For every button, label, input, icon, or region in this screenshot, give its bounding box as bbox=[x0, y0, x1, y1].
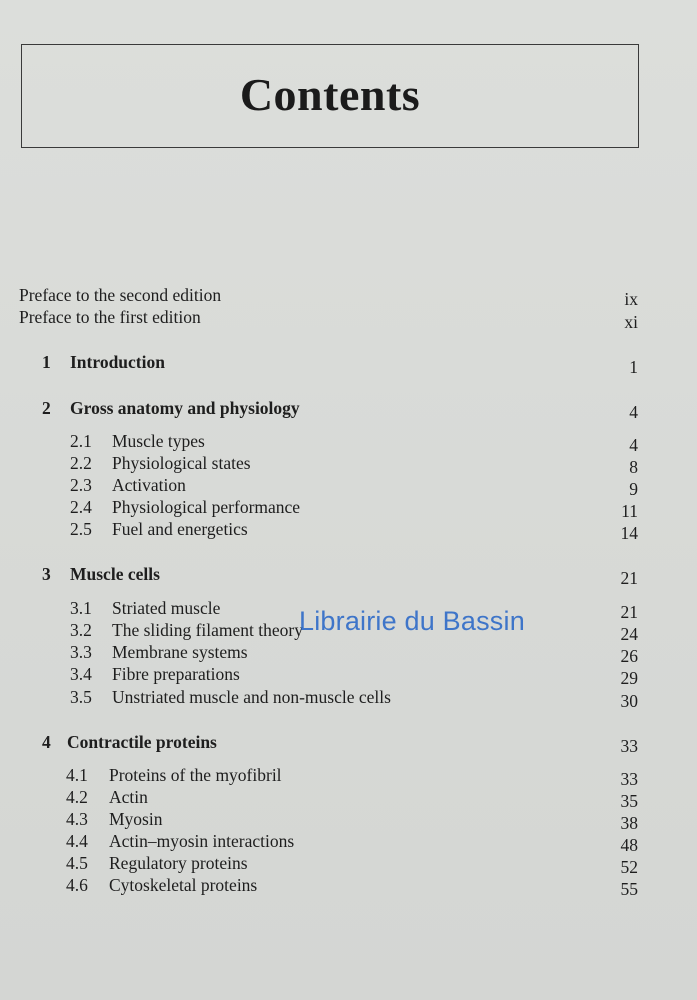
toc-page-number: 8 bbox=[629, 457, 638, 477]
section-number: 4.5 bbox=[66, 853, 88, 873]
toc-page-number: xi bbox=[624, 312, 638, 332]
section-number: 4.3 bbox=[66, 809, 88, 829]
chapter-number: 1 bbox=[42, 352, 51, 372]
section-title: Physiological performance bbox=[112, 497, 301, 517]
toc-page-number: 29 bbox=[620, 668, 638, 688]
toc-page-number: 38 bbox=[620, 813, 638, 833]
section-number: 3.3 bbox=[70, 642, 92, 662]
toc-page-number: 48 bbox=[620, 835, 638, 855]
section-title: Physiological states bbox=[112, 453, 251, 473]
section-title: Membrane systems bbox=[112, 642, 248, 662]
toc-page-number: ix bbox=[624, 289, 638, 309]
chapter-number: 3 bbox=[42, 564, 51, 584]
section-number: 3.1 bbox=[70, 598, 92, 618]
section-title: Cytoskeletal proteins bbox=[109, 875, 258, 895]
toc-page-number: 33 bbox=[620, 736, 638, 756]
section-number: 3.5 bbox=[70, 687, 92, 707]
watermark-text: Librairie du Bassin bbox=[299, 606, 525, 636]
section-title: Fuel and energetics bbox=[112, 519, 248, 539]
section-number: 3.4 bbox=[70, 664, 92, 684]
toc-page-number: 4 bbox=[629, 435, 638, 455]
chapter-title: Muscle cells bbox=[70, 564, 160, 584]
section-title: Unstriated muscle and non-muscle cells bbox=[112, 687, 391, 707]
toc-page-number: 24 bbox=[620, 624, 638, 644]
show-through-text bbox=[360, 0, 364, 18]
section-number: 2.1 bbox=[70, 431, 92, 451]
toc-page-number: 4 bbox=[629, 402, 638, 422]
section-number: 4.2 bbox=[66, 787, 88, 807]
chapter-number: 4 bbox=[42, 732, 51, 752]
section-title: Fibre preparations bbox=[112, 664, 240, 684]
chapter-title: Introduction bbox=[70, 352, 165, 372]
section-title: Proteins of the myofibril bbox=[109, 765, 282, 785]
section-title: Activation bbox=[112, 475, 186, 495]
chapter-number: 2 bbox=[42, 398, 51, 418]
section-number: 2.5 bbox=[70, 519, 92, 539]
toc-page-number: 55 bbox=[620, 879, 638, 899]
section-title: Muscle types bbox=[112, 431, 205, 451]
toc-page-number: 35 bbox=[620, 791, 638, 811]
section-number: 4.4 bbox=[66, 831, 88, 851]
section-title: Actin–myosin interactions bbox=[109, 831, 295, 851]
toc-entry-label: Preface to the second edition bbox=[19, 285, 222, 305]
chapter-title: Contractile proteins bbox=[67, 732, 217, 752]
toc-page-number: 30 bbox=[620, 691, 638, 711]
toc-page-number: 11 bbox=[621, 501, 638, 521]
section-number: 2.2 bbox=[70, 453, 92, 473]
section-number: 3.2 bbox=[70, 620, 92, 640]
toc-entry-label: Preface to the first edition bbox=[19, 307, 201, 327]
toc-page-number: 21 bbox=[620, 568, 638, 588]
section-title: Actin bbox=[109, 787, 148, 807]
section-title: Striated muscle bbox=[112, 598, 221, 618]
contents-title-box bbox=[21, 44, 639, 148]
section-title: Myosin bbox=[109, 809, 163, 829]
section-title: The sliding filament theory bbox=[112, 620, 303, 640]
toc-page-number: 33 bbox=[620, 769, 638, 789]
section-number: 2.3 bbox=[70, 475, 92, 495]
toc-page-number: 21 bbox=[620, 602, 638, 622]
page-title: Contents bbox=[239, 68, 421, 120]
section-number: 4.1 bbox=[66, 765, 88, 785]
toc-page-number: 14 bbox=[620, 523, 638, 543]
toc-page-number: 26 bbox=[620, 646, 638, 666]
chapter-title: Gross anatomy and physiology bbox=[70, 398, 300, 418]
section-number: 2.4 bbox=[70, 497, 92, 517]
section-title: Regulatory proteins bbox=[109, 853, 248, 873]
section-number: 4.6 bbox=[66, 875, 88, 895]
toc-page-number: 1 bbox=[629, 357, 638, 377]
toc-page-number: 52 bbox=[620, 857, 638, 877]
toc-page-number: 9 bbox=[629, 479, 638, 499]
